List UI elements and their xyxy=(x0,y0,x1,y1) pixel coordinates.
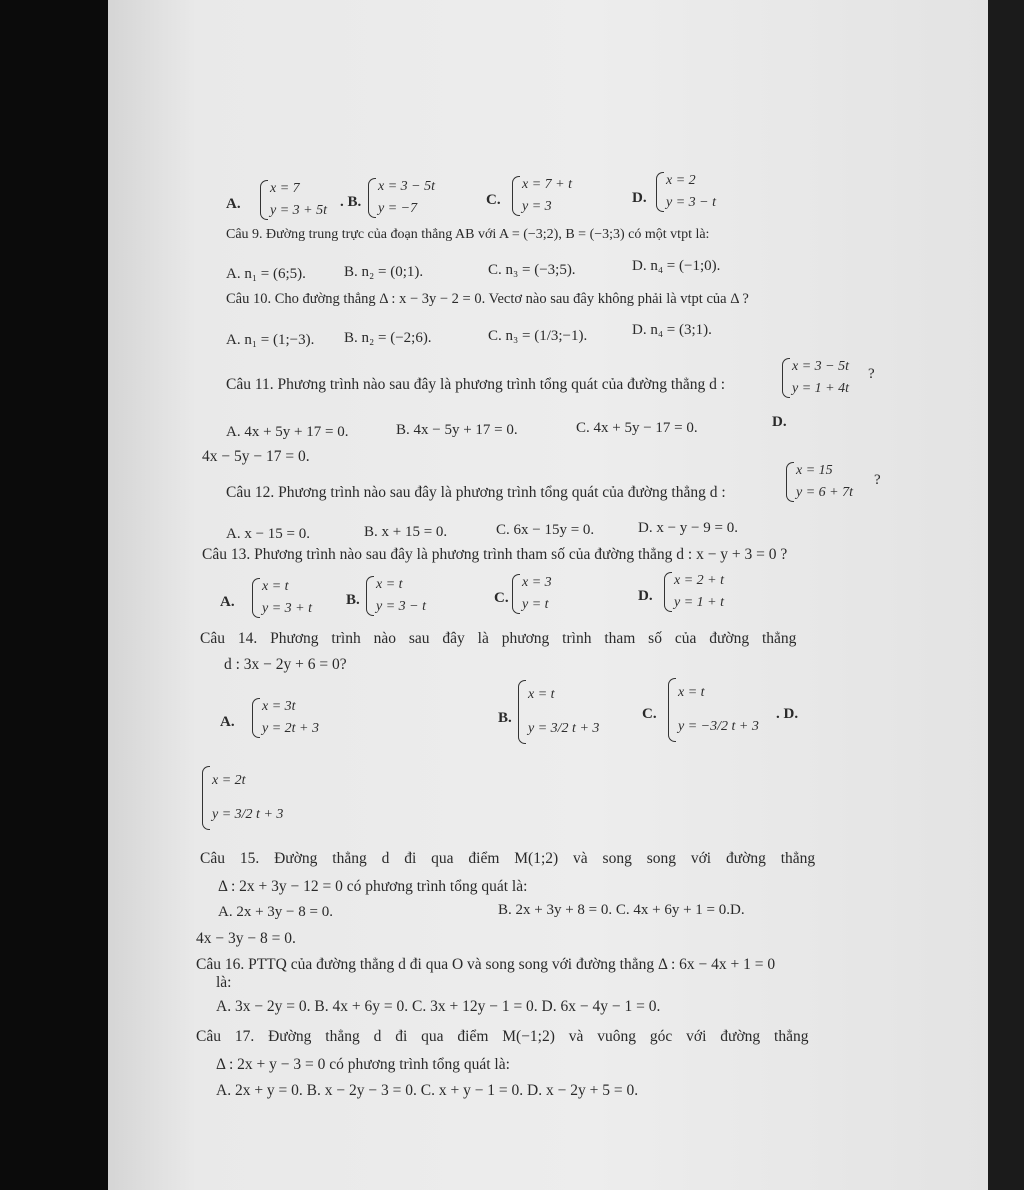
system-line: x = 3t xyxy=(262,699,296,714)
q17-options: A. 2x + y = 0. B. x − 2y − 3 = 0. C. x + y − 1 = 0. D. x − 2y + 5 = 0. xyxy=(216,1082,639,1099)
system-line: y = −7 xyxy=(378,201,418,216)
system-line: y = 1 + 4t xyxy=(792,381,849,396)
system-line: x = t xyxy=(528,687,555,702)
system-line: x = t xyxy=(376,577,403,592)
q14-stem-line2: d : 3x − 2y + 6 = 0? xyxy=(224,656,347,673)
system-line: y = 3 − t xyxy=(376,599,426,614)
q13-option-d-system xyxy=(662,570,724,614)
q13-stem: Câu 13. Phương trình nào sau đây là phương trình tham số của đường thẳng d : x − y + 3 = 0 ? xyxy=(202,546,788,563)
q14-option-a-system xyxy=(250,696,319,740)
system-line: y = t xyxy=(522,597,549,612)
q8-option-a-system xyxy=(258,178,327,222)
q17-stem-line2: Δ : 2x + y − 3 = 0 có phương trình tổng quát là: xyxy=(216,1056,510,1073)
q15-stem-line2: Δ : 2x + 3y − 12 = 0 có phương trình tổng quát là: xyxy=(218,878,528,895)
q15-option-d: 4x − 3y − 8 = 0. xyxy=(196,930,296,947)
q9-option-c: C. n₃ = (−3;5). xyxy=(488,262,576,278)
q11-line-system xyxy=(780,356,849,400)
system-line: x = t xyxy=(262,579,289,594)
q16-options: A. 3x − 2y = 0. B. 4x + 6y = 0. C. 3x + 12y − 1 = 0. D. 6x − 4y − 1 = 0. xyxy=(216,998,661,1015)
q11-option-d: 4x − 5y − 17 = 0. xyxy=(202,448,310,465)
q9-option-a: A. n₁ = (6;5). xyxy=(226,266,306,282)
system-line: x = 2 xyxy=(666,173,696,188)
q15-option-b-c: B. 2x + 3y + 8 = 0. C. 4x + 6y + 1 = 0.D. xyxy=(498,902,745,918)
system-line: x = 3 − 5t xyxy=(378,179,435,194)
system-line: y = 3 xyxy=(522,199,552,214)
q10-option-d: D. n₄ = (3;1). xyxy=(632,322,712,338)
q14-option-c-label: C. xyxy=(642,706,657,722)
q12-stem: Câu 12. Phương trình nào sau đây là phương trình tổng quát của đường thẳng d : xyxy=(226,484,726,501)
q11-option-b: B. 4x − 5y + 17 = 0. xyxy=(396,422,518,438)
q12-question-mark: ? xyxy=(874,472,881,488)
system-line: y = 3/2 t + 3 xyxy=(212,807,284,822)
q15-stem: Câu 15. Đường thẳng d đi qua điểm M(1;2) và song song với đường thẳng xyxy=(200,850,816,867)
system-line: y = 1 + t xyxy=(674,595,724,610)
worksheet-page xyxy=(108,0,988,1190)
q12-line-system xyxy=(784,460,853,504)
q14-option-b-system xyxy=(516,678,599,746)
q15-option-a: A. 2x + 3y − 8 = 0. xyxy=(218,904,333,920)
system-line: x = 2t xyxy=(212,773,246,788)
q11-option-c: C. 4x + 5y − 17 = 0. xyxy=(576,420,698,436)
q10-stem: Câu 10. Cho đường thẳng Δ : x − 3y − 2 = 0. Vectơ nào sau đây không phải là vtpt của Δ ? xyxy=(226,291,749,307)
system-line: y = 3 + t xyxy=(262,601,312,616)
q13-option-a-label: A. xyxy=(220,594,235,610)
q8-option-b-system xyxy=(366,176,435,220)
system-line: y = 2t + 3 xyxy=(262,721,319,736)
q14-option-d-label: . D. xyxy=(776,706,799,722)
system-line: y = 6 + 7t xyxy=(796,485,853,500)
q17-stem: Câu 17. Đường thẳng d đi qua điểm M(−1;2) và vuông góc với đường thẳng xyxy=(196,1028,809,1045)
q14-stem: Câu 14. Phương trình nào sau đây là phương trình tham số của đường thẳng xyxy=(200,630,797,647)
q12-option-c: C. 6x − 15y = 0. xyxy=(496,522,595,538)
q10-option-a: A. n₁ = (1;−3). xyxy=(226,332,315,348)
q13-option-b-system xyxy=(364,574,426,618)
q9-stem: Câu 9. Đường trung trực của đoạn thẳng AB với A = (−3;2), B = (−3;3) có một vtpt là: xyxy=(226,227,710,242)
q13-option-d-label: D. xyxy=(638,588,653,604)
system-line: x = 7 xyxy=(270,181,300,196)
q8-option-c-system xyxy=(510,174,572,218)
system-line: x = t xyxy=(678,685,705,700)
q8-option-a-label: A. xyxy=(226,196,241,212)
system-line: y = 3 + 5t xyxy=(270,203,327,218)
q10-option-c: C. n₃ = (1/3;−1). xyxy=(488,328,588,344)
q8-option-b-label: . B. xyxy=(340,194,362,210)
q13-option-b-label: B. xyxy=(346,592,360,608)
q11-option-a: A. 4x + 5y + 17 = 0. xyxy=(226,424,349,440)
q13-option-c-system xyxy=(510,572,552,616)
system-line: x = 3 − 5t xyxy=(792,359,849,374)
q13-option-a-system xyxy=(250,576,312,620)
q8-option-d-label: D. xyxy=(632,190,647,206)
q14-option-d-system xyxy=(200,764,283,832)
q9-option-b: B. n₂ = (0;1). xyxy=(344,264,424,280)
system-line: x = 2 + t xyxy=(674,573,724,588)
q11-question-mark: ? xyxy=(868,366,875,382)
q16-stem-line2: là: xyxy=(216,974,232,991)
q12-option-a: A. x − 15 = 0. xyxy=(226,526,311,542)
system-line: x = 15 xyxy=(796,463,833,478)
q12-option-d: D. x − y − 9 = 0. xyxy=(638,520,738,536)
system-line: y = 3 − t xyxy=(666,195,716,210)
q8-option-c-label: C. xyxy=(486,192,501,208)
system-line: y = 3/2 t + 3 xyxy=(528,721,600,736)
q11-option-d-label: D. xyxy=(772,414,787,430)
q10-option-b: B. n₂ = (−2;6). xyxy=(344,330,432,346)
q11-stem: Câu 11. Phương trình nào sau đây là phương trình tổng quát của đường thẳng d : xyxy=(226,376,726,393)
system-line: x = 3 xyxy=(522,575,552,590)
q13-option-c-label: C. xyxy=(494,590,509,606)
q14-option-c-system xyxy=(666,676,759,744)
q14-option-a-label: A. xyxy=(220,714,235,730)
q8-option-d-system xyxy=(654,170,716,214)
q16-stem: Câu 16. PTTQ của đường thẳng d đi qua O và song song với đường thẳng Δ : 6x − 4x + 1 = 0 xyxy=(196,956,776,973)
right-dark-border xyxy=(988,0,1024,1190)
q14-option-b-label: B. xyxy=(498,710,512,726)
q9-option-d: D. n₄ = (−1;0). xyxy=(632,258,721,274)
system-line: y = −3/2 t + 3 xyxy=(678,719,759,734)
q12-option-b: B. x + 15 = 0. xyxy=(364,524,448,540)
system-line: x = 7 + t xyxy=(522,177,572,192)
